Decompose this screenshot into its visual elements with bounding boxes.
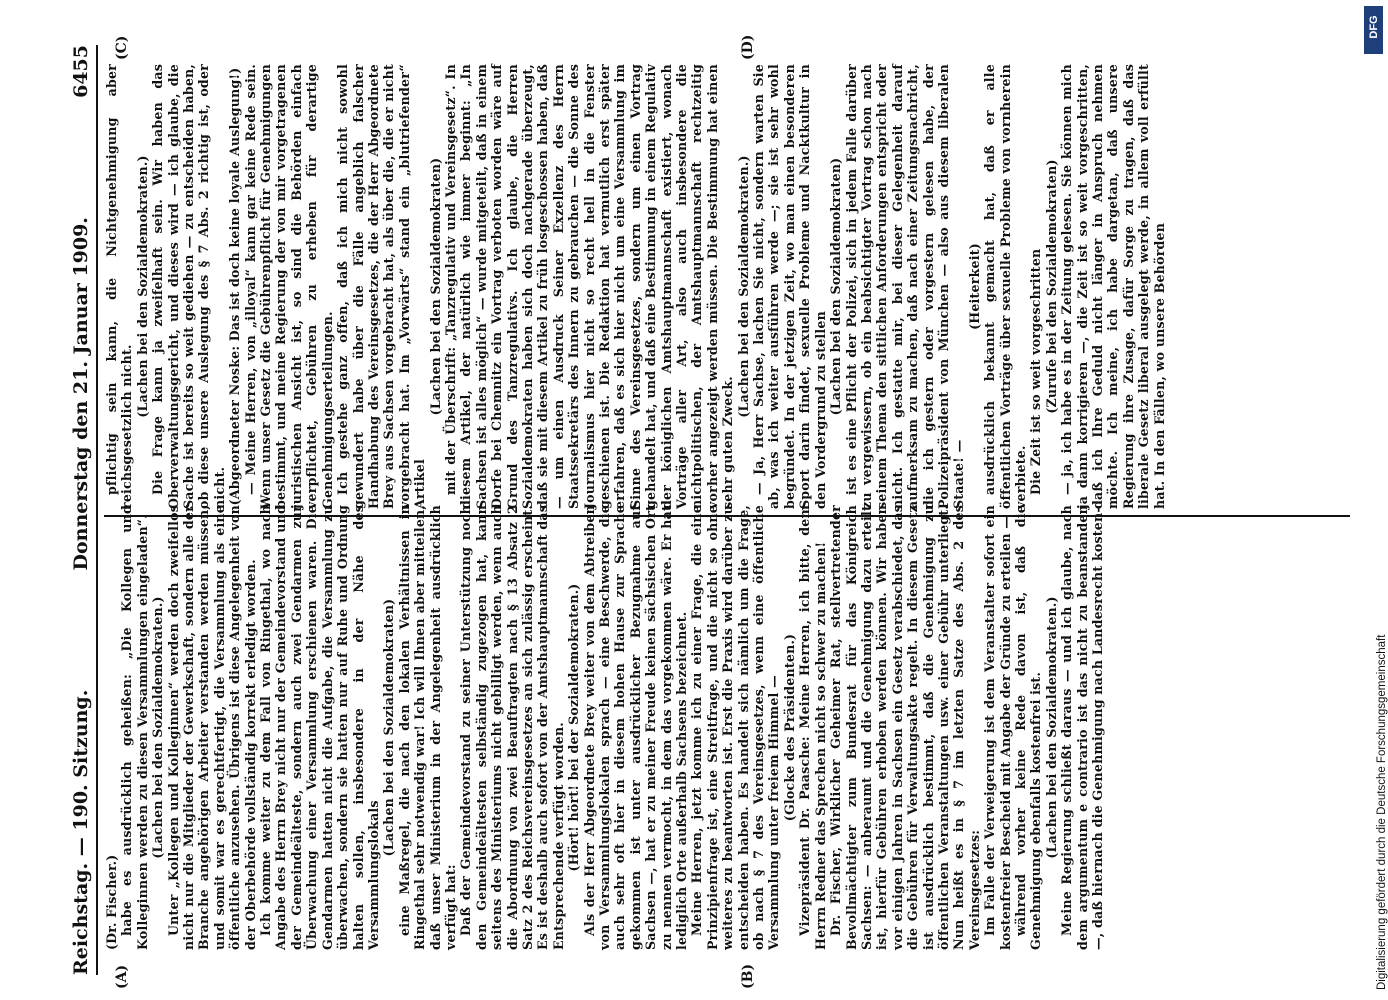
header-left: Reichstag. — 190. Sitzung. — [70, 689, 92, 975]
stage-direction: (Hört! hört! bei der Sozialdemokraten.) — [566, 583, 582, 872]
stage-direction: (Lachen bei den Sozialdemokraten) — [381, 598, 397, 857]
stage-direction: (Lachen bei den Sozialdemokraten) — [828, 157, 844, 416]
paragraph: Im Falle der Verweigerung ist dem Veranstalter sofort ein kostenfreier Bescheid mit Angabe der Gründe zu erteilen — — [982, 505, 1013, 950]
page-header — [58, 45, 92, 975]
stage-direction: (Abgeordneter Noske: Das ist doch keine loyale Auslegung!) — [227, 67, 243, 506]
margin-marker-b: (B) — [740, 963, 756, 989]
margin-marker-c: (C) — [114, 35, 130, 60]
stage-direction: (Lachen bei den Sozialdemokraten.) — [150, 596, 166, 859]
stage-direction: (Lachen bei den Sozialdemokraten.) — [735, 155, 751, 418]
paragraph: Daß der Gemeindevorstand zu seiner Unterstützung noch den Gemeindeältesten selbständig zugezogen hat, kann seitens des Ministeriums nicht gebilligt werden, wenn auch die Abordnung von zwei Beauftragten nach § 13 Absatz 2 Satz 2 des Reichsvereinsgesetzes an sich zulässig erscheint. Es ist deshalb auch sofort von der Amtshauptmannschaft das Entsprechende verfügt worden. — [458, 505, 566, 950]
dfg-stamp — [1364, 6, 1383, 54]
paragraph: ausdrücklich bekannt gemacht hat, daß er alle öffentlichen Vorträge über sexuelle Probleme von vornherein verbiete. — [982, 64, 1028, 509]
stage-direction: (Heiterkeit) — [966, 243, 982, 330]
paragraph: eine Maßregel, die nach den lokalen Verhältnissen in Ringethal sehr notwendig war! Ich will Ihnen aber mitteilen, daß unser Ministerium in der Angelegenheit ausdrücklich verfügt hat: — [396, 505, 458, 950]
paragraph: — Meine Herren, von „illoyal“ kann gar keine Rede sein. Wenn unser Gesetz die Gebührenpflicht für Genehmigungen bestimmt, und meine Regierung der von mir vorgetragenen juristischen Ansicht ist, so sind die Behörden einfach verpflichtet, Gebühren zu erheben für derartige Genehmigungserteilungen. — [242, 64, 335, 509]
paragraph: mit der Überschrift: „Tanzregulativ und Vereinsgesetz“. In diesem Artikel, der natürlich wie immer beginnt: „In Sachsen ist alles möglich“ — wurde mitgeteilt, daß in einem Dorfe bei Chemnitz ein Vortrag verboten worden wäre auf Grund des Tanzregulativs. Ich glaube, die Herren Sozialdemokraten haben sich doch nachgerade überzeugt, daß sie mit diesem Artikel zu früh losgeschossen haben, daß — um einen Ausdruck Seiner Exzellenz des Herrn Staatssekretärs des Innern zu gebrauchen — die Sonne des Journalismus hier nicht so recht hell in die Fenster geschienen ist. Die Redaktion hat vermutlich erst später erfahren, daß es sich hier nicht um eine Versammlung im Sinne des Vereinsgesetzes, sondern um einen Vortrag gehandelt hat, und daß eine Bestimmung in einem Regulativ der königlichen Amtshauptmannschaft existiert, wonach Vorträge aller Art, also auch insbesondere die nichtpolitischen, der Amtshauptmannschaft rechtzeitig vorher angezeigt werden müssen. Die Bestimmung hat einen sehr guten Zweck. — [442, 64, 736, 509]
rotated-document-page — [50, 25, 1370, 995]
paragraph: Die Frage kann ja zweifelhaft sein. Wir haben das Oberverwaltungsgericht, und dieses wird — ich glaube, die Sache ist bereits so weit gediehen — zu entscheiden haben, ob diese unsere Auslegung des § 7 Abs. 2 richtig ist, oder nicht. — [150, 64, 227, 509]
paragraph: habe es ausdrücklich geheißen: „Die Kollegen und Kolleginnen werden zu diesen Versammlungen eingeladen“. — [119, 505, 150, 950]
margin-marker-a: (A) — [114, 964, 130, 989]
column-divider — [104, 515, 1350, 517]
digitization-credit: Digitalisierung gefördert durch die Deutsche Forschungsgemeinschaft — [1376, 634, 1388, 990]
paragraph: — ja, ich habe es in der Zeitung gelesen. Sie können mich ja dann korrigieren —, die Zeit ist so weit vorgeschritten, daß ich Ihre Geduld nicht länger in Anspruch nehmen möchte. Ich meine, ich habe dargetan, daß unsere Regierung ihre Zusage, dafür Sorge zu tragen, daß das liberale Gesetz liberal ausgelegt werde, in allem voll erfüllt hat. In den Fällen, wo unsere Behörden — [1059, 64, 1167, 509]
stage-direction: (Glocke des Präsidenten.) — [781, 633, 797, 822]
paragraph: — Ja, Herr Sachse, lachen Sie nicht, sondern warten Sie ab, was ich weiter ausführen werde —; sie ist sehr wohl begründet. In der jetzigen Zeit, wo man einen besonderen Sport darin findet, sexuelle Probleme und Nacktkultur in den Vordergrund zu stellen — [751, 64, 828, 509]
speaker-line: (Dr. Fischer.) — [104, 854, 119, 950]
header-rule — [96, 45, 98, 975]
paragraph: Vizepräsident Dr. Paasche: Meine Herren, ich bitte, dem Herrn Redner das Sprechen nicht so schwer zu machen! — [797, 505, 828, 950]
stage-direction: (Lachen bei den Sozialdemokraten) — [427, 157, 443, 416]
paragraph: Meine Herren, jetzt komme ich zu einer Frage, die eine Prinzipienfrage ist, eine Streitfrage, und die nicht so ohne weiteres zu beantworten ist. Erst die Praxis wird darüber zu entscheiden haben. Es handelt sich nämlich um die Frage, ob nach § 7 des Vereinsgesetzes, wenn eine öffentliche Versammlung unter freiem Himmel — — [689, 505, 782, 950]
margin-marker-d: (D) — [740, 34, 756, 60]
paragraph: Die Zeit ist so weit vorgeschritten — [1028, 248, 1044, 495]
right-column — [104, 64, 1350, 509]
paragraph: Unter „Kollegen und Kolleginnen“ werden doch zweifellos nicht nur die Mitglieder der Gewerkschaft, sondern alle der Branche angehörigen Arbeiter verstanden werden müssen, und somit war es gerechtfertigt, die Versammlung als eine öffentliche anzusehen. Übrigens ist diese Angelegenheit von der Oberbehörde vollständig korrekt erledigt worden. — [165, 505, 258, 950]
paragraph: Dr. Fischer, Wirklicher Geheimer Rat, stellvertretender Bevollmächtigter zum Bundesrat für das Königreich Sachsen: — anberaumt und die Genehmigung dazu erteilt ist, hierfür Gebühren erhoben werden können. Wir haben vor einigen Jahren in Sachsen ein Gesetz verabschiedet, das die Gebühren für Verwaltungsakte regelt. In diesem Gesetz ist ausdrücklich bestimmt, daß die Genehmigung zu öffentlichen Veranstaltungen usw. einer Gebühr unterliegt. Nun heißt es in § 7 im letzten Satze des Abs. 2 des Vereinsgesetzes: — [828, 505, 982, 950]
left-column — [104, 505, 1350, 950]
paragraph: während vorher keine Rede davon ist, daß die Genehmigung ebenfalls kostenfrei ist. — [1012, 505, 1044, 950]
dfg-stamp-text: DFG — [1368, 15, 1380, 39]
paragraph: Ich gestehe ganz offen, daß ich mich nicht sowohl gewundert habe über die Fälle angeblich falscher Handhabung des Vereinsgesetzes, die der Herr Abgeordnete Brey aus Sachsen vorgebracht hat, als über die, die er nicht vorgebracht hat. Im „Vorwärts“ stand ein „blutriefender“ Artikel — [335, 64, 428, 509]
paragraph: Ich komme weiter zu dem Fall von Ringethal, wo nach Angabe des Herrn Brey nicht nur der Gemeindevorstand und der Gemeindeälteste, sondern auch zwei Gendarmen zur Überwachung einer Versammlung erschienen waren. Die Gendarmen hatten nicht die Aufgabe, die Versammlung zu überwachen, sondern sie hatten nur auf Ruhe und Ordnung halten sollen, insbesondere in der Nähe des Versammlungslokals — [258, 505, 381, 950]
paragraph: pflichtig sein kann, die Nichtgenehmigung aber reichsgesetzlich nicht. — [104, 64, 135, 509]
paragraph: ist es eine Pflicht der Polizei, sich in jedem Falle darüber zu vergewissern, ob ein beabsichtigter Vortrag schon nach seinem Thema den sittlichen Anforderungen entspricht oder nicht. Ich gestatte mir, bei dieser Gelegenheit darauf aufmerksam zu machen, daß nach einer Zeitungsnachricht, die ich gestern oder vorgestern gelesen habe, der Polizeipräsident von München — also aus diesem liberalen Staate! — — [843, 64, 967, 509]
header-center: Donnerstag den 21. Januar 1909. — [70, 217, 92, 571]
page-number: 6455 — [70, 45, 92, 98]
stage-direction: (Lachen bei den Sozialdemokraten.) — [1043, 596, 1059, 859]
paragraph: Als der Herr Abgeordnete Brey weiter von dem Abtreiben von Versammlungslokalen sprach — eine Beschwerde, die auch sehr oft hier in diesem hohen Hause zur Sprache gekommen ist unter ausdrücklicher Bezugnahme auf Sachsen —, hat er zu meiner Freude keinen sächsischen Ort zu nennen vermocht, in dem das vorgekommen wäre. Er hat lediglich Orte außerhalb Sachsens bezeichnet. — [581, 505, 690, 950]
paragraph: Meine Regierung schließt daraus — und ich glaube, nach dem argumentum e contrario ist das nicht zu beanstanden —, daß hiernach die Genehmigung nach Landesrecht kosten- — [1059, 505, 1105, 950]
stage-direction: (Lachen bei den Sozialdemokraten.) — [134, 155, 150, 418]
stage-direction: (Zurufe bei den Sozialdemokraten) — [1043, 159, 1059, 414]
